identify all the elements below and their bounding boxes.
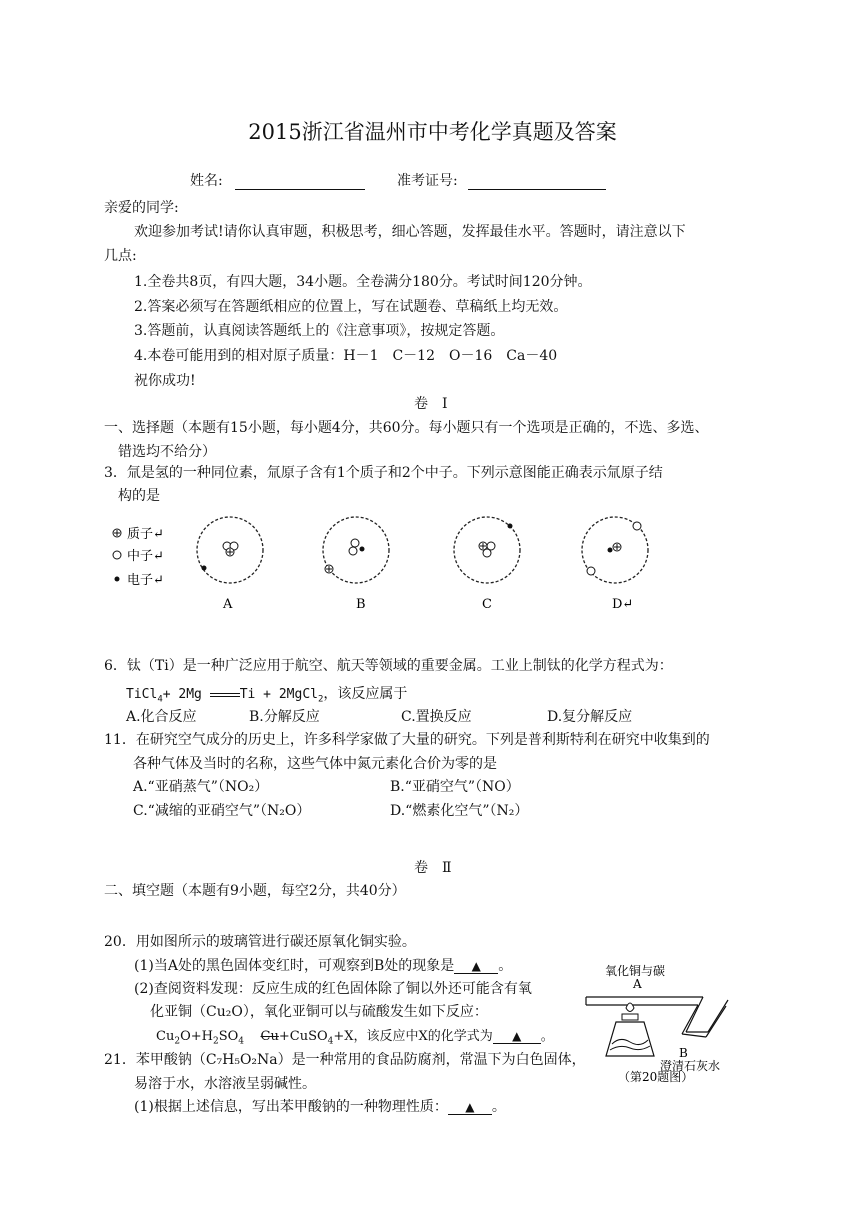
greeting: 亲爱的同学: (104, 200, 179, 216)
q21-answer-blank: ▲ (448, 1100, 492, 1115)
volume-2-heading: 卷 Ⅱ (414, 860, 452, 876)
figure-label-a: A (633, 977, 642, 991)
q20-equation-formula: $Cu_2O+H_2SO_4$ Cu+CuSO$_4$+X (156, 1029, 354, 1047)
q6-equation-suffix: ，该反应属于 (323, 686, 408, 702)
q3-line-2: 构的是 (118, 488, 160, 504)
atom-option-a (197, 517, 263, 583)
neutron-legend-icon (113, 551, 121, 559)
q11-option-d: D.“燃素化空气”（N₂） (390, 803, 529, 819)
id-field (397, 170, 606, 190)
q20-part-2-line-1: (2)查阅资料发现：反应生成的红色固体除了铜以外还可能含有氧 (134, 981, 532, 997)
q6-option-b: B.分解反应 (249, 709, 320, 725)
q21-line-1: 21．苯甲酸钠（C₇H₅O₂Na）是一种常用的食品防腐剂，常温下为白色固体， (104, 1052, 586, 1068)
note-3: 3.答题前，认真阅读答题纸上的《注意事项》，按规定答题。 (134, 323, 505, 339)
figure-label-b: B (679, 1046, 688, 1060)
volume-1-heading: 卷 Ⅰ (414, 396, 448, 412)
q20-equation-period: 。 (540, 1029, 554, 1044)
q6-line-1: 6．钛（Ti）是一种广泛应用于航空、航天等领域的重要金属。工业上制钛的化学方程式为： (104, 658, 673, 674)
q11-line-1: 11．在研究空气成分的历史上，许多科学家做了大量的研究。下列是普利斯特利在研究中收集到的 (104, 732, 710, 748)
q20-part-1-text: (1)当A处的黑色固体变红时，可观察到B处的现象是 (134, 958, 455, 974)
option-a-label: A (223, 597, 233, 612)
option-d-label: D↵ (612, 597, 634, 612)
proton-legend-label: 质子↵ (127, 527, 164, 542)
q21-part-1-text: (1)根据上述信息，写出苯甲酸钠的一种物理性质： (134, 1099, 448, 1115)
figure-label-top: 氧化铜与碳 (605, 964, 666, 978)
option-b-label: B (356, 597, 366, 612)
q6-option-c: C.置换反应 (401, 709, 472, 725)
atom-option-b (323, 517, 389, 583)
q6-option-a: A.化合反应 (126, 709, 197, 725)
electron-legend-icon (115, 577, 120, 582)
q21-part-1 (134, 1096, 506, 1116)
wish: 祝你成功! (134, 373, 196, 389)
note-2: 2.答案必须写在答题纸相应的位置上，写在试题卷、草稿纸上均无效。 (134, 299, 568, 315)
q11-option-c: C.“减缩的亚硝空气”（N₂O） (133, 803, 311, 819)
id-blank (468, 175, 606, 190)
q11-line-2: 各种气体及当时的名称，这些气体中氮元素化合价为零的是 (133, 756, 497, 772)
section-1-line-2: 错选均不给分） (118, 444, 216, 460)
note-4: 4.本卷可能用到的相对原子质量：H－1 C－12 O－16 Ca－40 (134, 348, 558, 364)
neutron-legend-label: 中子↵ (127, 549, 164, 564)
note-1: 1.全卷共8页，有四大题，34小题。全卷满分180分。考试时间120分钟。 (134, 274, 592, 290)
id-label: 准考证号: (397, 173, 458, 189)
page-title: 2015浙江省温州市中考化学真题及答案 (248, 120, 617, 144)
q20-answer-blank-2: ▲ (493, 1029, 541, 1044)
option-c-label: C (482, 597, 492, 612)
atom-diagram-figure (100, 505, 680, 620)
electron-legend-label: 电子↵ (127, 573, 164, 588)
alcohol-lamp (606, 1003, 654, 1056)
q6-equation-formula: TiCl$_4$+ 2Mg Ti + 2MgCl$_2$ (126, 687, 324, 705)
atom-option-c (454, 517, 520, 583)
proton-legend-icon (113, 529, 121, 537)
q20-part-1 (134, 955, 512, 975)
section-1-line-1: 一、选择题（本题有15小题，每小题4分，共60分。每小题只有一个选项是正确的，不选、多选、 (104, 420, 709, 436)
name-blank (235, 175, 365, 190)
q20-apparatus-figure (578, 960, 748, 1085)
q20-equation (156, 1025, 554, 1047)
name-field (190, 170, 365, 190)
atom-legend (113, 527, 164, 588)
q21-part-1-period: 。 (491, 1099, 506, 1115)
intro-line-1: 欢迎参加考试!请你认真审题，积极思考，细心答题，发挥最佳水平。答题时，请注意以下 (134, 224, 686, 240)
glass-tube (586, 997, 728, 1037)
name-label: 姓名: (190, 173, 223, 189)
section-2-heading: 二、填空题（本题有9小题，每空2分，共40分） (104, 883, 406, 899)
figure-label-limewater: 澄清石灰水 (660, 1059, 721, 1073)
q20-line-1: 20．用如图所示的玻璃管进行碳还原氧化铜实验。 (104, 934, 416, 950)
q20-part-1-period: 。 (498, 958, 513, 974)
q11-option-a: A.“亚硝蒸气”（NO₂） (133, 779, 269, 795)
q20-equation-suffix: ，该反应中X的化学式为 (353, 1029, 493, 1044)
q3-line-1: 3．氚是氢的一种同位素，氚原子含有1个质子和2个中子。下列示意图能正确表示氚原子结 (104, 465, 663, 481)
figure-caption: （第20题图） (618, 1070, 694, 1084)
q20-answer-blank-1: ▲ (454, 959, 498, 974)
q6-option-d: D.复分解反应 (547, 709, 633, 725)
q6-equation (126, 683, 407, 705)
atom-option-d (582, 517, 648, 583)
q11-option-b: B.“亚硝空气”（NO） (390, 779, 520, 795)
intro-line-2: 几点: (104, 248, 137, 264)
q20-part-2-line-2: 化亚铜（Cu₂O），氧化亚铜可以与硫酸发生如下反应： (150, 1004, 488, 1020)
q21-line-2: 易溶于水，水溶液呈弱碱性。 (134, 1076, 316, 1092)
